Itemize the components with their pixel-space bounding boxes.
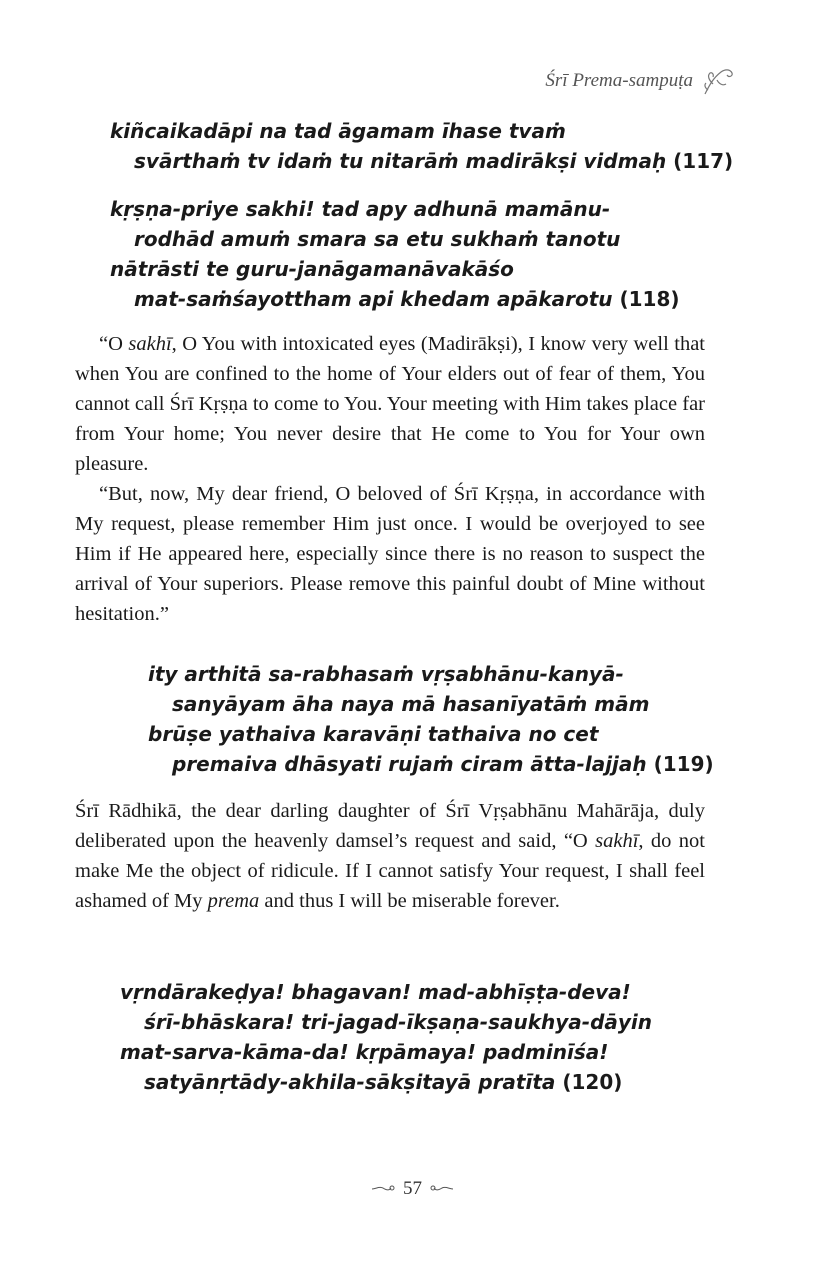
- verse-line: brūṣe yathaiva karavāṇi tathaiva no cet: [148, 722, 599, 746]
- verse-line-text: mat-saṁśayottham api khedam apākarotu: [134, 287, 613, 311]
- verse-line: [148, 749, 714, 779]
- verse-line-text: satyānṛtādy-akhila-sākṣitayā pratīta: [144, 1070, 556, 1094]
- translation-118: [75, 329, 705, 629]
- running-header-title: Śrī Prema-sampuṭa: [545, 70, 693, 91]
- paragraph: “But, now, My dear friend, O beloved of Śrī Kṛṣṇa, in accordance with My request, please remember Him just once. I would be overjoyed to see Him if He appeared here, especially since there is no reason to suspect the arrival of Your superiors. Please remove this painful doubt of Mine without hesitation.”: [75, 483, 705, 625]
- verse-line: rodhād amuṁ smara sa etu sukhaṁ tanotu: [134, 227, 621, 251]
- verse-line: kṛṣṇa-priye sakhi! tad apy adhunā mamānu-: [110, 197, 611, 221]
- verse-line: [110, 146, 733, 176]
- verse-line: [120, 1067, 652, 1097]
- verse-line-text: premaiva dhāsyati rujaṁ ciram ātta-lajjaḥ: [172, 752, 647, 776]
- page-number: 57: [403, 1178, 422, 1199]
- verse-119: [148, 659, 714, 779]
- verse-line: ity arthitā sa-rabhasaṁ vṛṣabhānu-kanyā-: [148, 662, 624, 686]
- verse-line-text: svārthaṁ tv idaṁ tu nitarāṁ madirākṣi vidmaḥ: [134, 149, 667, 173]
- verse-120: [120, 977, 652, 1097]
- verse-line: kiñcaikadāpi na tad āgamam īhase tvaṁ: [110, 119, 566, 143]
- verse-number: (120): [562, 1070, 623, 1094]
- floral-ornament-icon: [699, 64, 735, 98]
- verse-117: [110, 116, 733, 176]
- verse-118: [110, 194, 680, 314]
- verse-line: nātrāsti te guru-janāgamanāvakāśo: [110, 257, 514, 281]
- verse-number: (118): [619, 287, 680, 311]
- running-header: [545, 64, 735, 98]
- verse-number: (119): [653, 752, 714, 776]
- verse-line: śrī-bhāskara! tri-jagad-īkṣaṇa-saukhya-dāyin: [144, 1010, 653, 1034]
- verse-line: [110, 284, 680, 314]
- verse-line: vṛndārakeḍya! bhagavan! mad-abhīṣṭa-deva!: [120, 980, 631, 1004]
- verse-line: mat-sarva-kāma-da! kṛpāmaya! padminīśa!: [120, 1040, 609, 1064]
- ornament-left-icon: [371, 1184, 395, 1194]
- translation-119: [75, 796, 705, 916]
- paragraph: Śrī Rādhikā, the dear darling daughter of Śrī Vṛṣabhānu Mahārāja, duly deliberated upon the heavenly damsel’s request and said, “O sakhī, do not make Me the object of ridicule. If I cannot satisfy Your request, I shall feel ashamed of My prema and thus I will be miserable forever.: [75, 800, 705, 912]
- verse-number: (117): [673, 149, 734, 173]
- paragraph: “O sakhī, O You with intoxicated eyes (Madirākṣi), I know very well that when You are confined to the home of Your elders out of fear of them, You cannot call Śrī Kṛṣṇa to come to You. Your meeting with Him takes place far from Your home; You never desire that He come to You for Your own pleasure.: [75, 333, 705, 475]
- ornament-right-icon: [430, 1184, 454, 1194]
- page-footer: [0, 1178, 825, 1200]
- verse-line: sanyāyam āha naya mā hasanīyatāṁ mām: [172, 692, 650, 716]
